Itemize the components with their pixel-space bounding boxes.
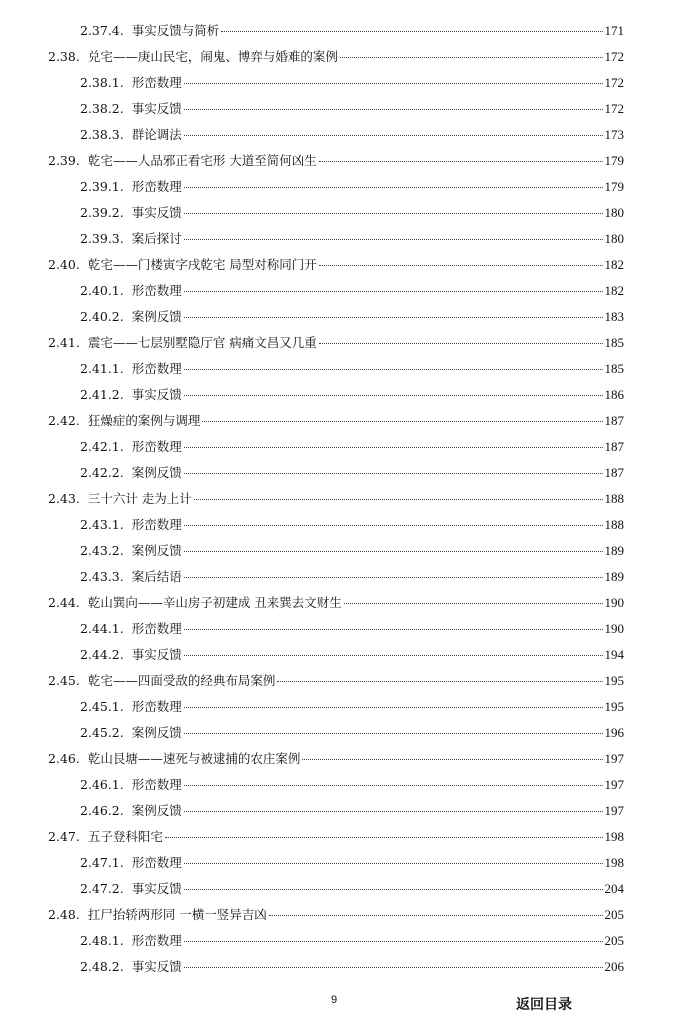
toc-entry-number: 2.39.	[48, 153, 80, 168]
toc-section-entry[interactable]	[0, 668, 679, 694]
toc-dot-leader	[184, 577, 603, 578]
toc-dot-leader	[184, 317, 603, 318]
toc-dot-leader	[319, 265, 603, 266]
toc-entry-number: 2.40.1.	[80, 283, 124, 298]
toc-subsection-entry[interactable]	[0, 382, 679, 408]
toc-entry-page: 179	[604, 153, 624, 168]
toc-dot-leader	[184, 213, 603, 214]
toc-subsection-entry[interactable]	[0, 174, 679, 200]
toc-entry-title: 案例反馈	[131, 543, 182, 558]
toc-section-entry[interactable]	[0, 486, 679, 512]
toc-dot-leader	[184, 811, 603, 812]
toc-subsection-entry[interactable]	[0, 720, 679, 746]
toc-dot-leader	[184, 785, 603, 786]
toc-entry-title: 形峦数理	[131, 75, 182, 90]
toc-entry-number: 2.42.2.	[80, 465, 124, 480]
toc-subsection-entry[interactable]	[0, 538, 679, 564]
toc-entry-page: 185	[604, 361, 624, 376]
toc-dot-leader	[184, 447, 603, 448]
toc-dot-leader	[184, 473, 603, 474]
toc-entry-number: 2.48.2.	[80, 959, 124, 974]
toc-entry-page: 189	[604, 569, 624, 584]
toc-entry-title: 形峦数理	[131, 517, 182, 532]
toc-entry-page: 204	[604, 881, 624, 896]
toc-subsection-entry[interactable]	[0, 96, 679, 122]
toc-entry-page: 206	[604, 959, 624, 974]
toc-dot-leader	[184, 187, 603, 188]
toc-dot-leader	[184, 291, 603, 292]
toc-entry-number: 2.47.2.	[80, 881, 124, 896]
toc-dot-leader	[277, 681, 602, 682]
toc-dot-leader	[184, 733, 603, 734]
toc-entry-number: 2.45.2.	[80, 725, 124, 740]
toc-dot-leader	[184, 525, 603, 526]
toc-dot-leader	[319, 161, 603, 162]
toc-entry-title: 事实反馈	[131, 101, 182, 116]
toc-subsection-entry[interactable]	[0, 18, 679, 44]
back-to-contents-link[interactable]: 返回目录	[516, 997, 572, 1013]
toc-dot-leader	[221, 31, 602, 32]
toc-entry-number: 2.39.1.	[80, 179, 124, 194]
toc-entry-title: 事实反馈	[131, 387, 182, 402]
toc-section-entry[interactable]	[0, 252, 679, 278]
toc-dot-leader	[340, 57, 603, 58]
toc-entry-number: 2.40.2.	[80, 309, 124, 324]
toc-entry-title: 乾宅——门楼寅字戌乾宅 局型对称同门开	[87, 257, 317, 272]
toc-dot-leader	[194, 499, 603, 500]
toc-subsection-entry[interactable]	[0, 434, 679, 460]
toc-entry-page: 173	[604, 127, 624, 142]
toc-dot-leader	[202, 421, 602, 422]
toc-entry-page: 198	[604, 829, 624, 844]
toc-dot-leader	[165, 837, 603, 838]
toc-entry-page: 183	[604, 309, 624, 324]
toc-entry-number: 2.37.4.	[80, 23, 124, 38]
toc-entry-page: 197	[604, 751, 624, 766]
toc-entry-title: 三十六计 走为上计	[87, 491, 192, 506]
toc-entry-page: 205	[604, 907, 624, 922]
toc-dot-leader	[344, 603, 603, 604]
toc-entry-title: 形峦数理	[131, 179, 182, 194]
toc-dot-leader	[184, 629, 603, 630]
toc-entry-title: 事实反馈与简析	[131, 23, 220, 38]
toc-subsection-entry[interactable]	[0, 694, 679, 720]
toc-dot-leader	[184, 83, 603, 84]
toc-entry-page: 188	[604, 517, 624, 532]
toc-dot-leader	[319, 343, 603, 344]
toc-dot-leader	[184, 655, 603, 656]
toc-entry-page: 172	[604, 49, 624, 64]
toc-entry-title: 乾山巽向——辛山房子初建成 丑来巽去文财生	[87, 595, 342, 610]
toc-section-entry[interactable]	[0, 148, 679, 174]
toc-entry-title: 乾山艮塘——速死与被逮捕的农庄案例	[87, 751, 301, 766]
toc-subsection-entry[interactable]	[0, 642, 679, 668]
toc-entry-title: 事实反馈	[131, 959, 182, 974]
toc-subsection-entry[interactable]	[0, 70, 679, 96]
toc-dot-leader	[184, 707, 603, 708]
toc-subsection-entry[interactable]	[0, 122, 679, 148]
toc-entry-page: 188	[604, 491, 624, 506]
toc-entry-page: 196	[604, 725, 624, 740]
toc-entry-title: 形峦数理	[131, 777, 182, 792]
table-of-contents	[0, 18, 679, 980]
toc-entry-number: 2.41.2.	[80, 387, 124, 402]
toc-subsection-entry[interactable]	[0, 356, 679, 382]
toc-entry-title: 乾宅——四面受敌的经典布局案例	[87, 673, 276, 688]
toc-entry-number: 2.42.1.	[80, 439, 124, 454]
toc-entry-page: 197	[604, 803, 624, 818]
toc-dot-leader	[269, 915, 603, 916]
toc-entry-title: 案例反馈	[131, 725, 182, 740]
toc-entry-title: 事实反馈	[131, 205, 182, 220]
toc-subsection-entry[interactable]	[0, 876, 679, 902]
toc-entry-page: 172	[604, 75, 624, 90]
toc-entry-title: 扛尸抬轿两形同 一横一竖异吉凶	[87, 907, 267, 922]
toc-entry-number: 2.39.3.	[80, 231, 124, 246]
toc-section-entry[interactable]	[0, 44, 679, 70]
toc-dot-leader	[184, 369, 603, 370]
toc-entry-title: 事实反馈	[131, 647, 182, 662]
toc-entry-number: 2.38.1.	[80, 75, 124, 90]
toc-entry-title: 乾宅——人品邪正看宅形 大道至简何凶生	[87, 153, 317, 168]
toc-entry-page: 172	[604, 101, 624, 116]
toc-entry-number: 2.48.1.	[80, 933, 124, 948]
toc-section-entry[interactable]	[0, 746, 679, 772]
toc-entry-page: 186	[604, 387, 624, 402]
toc-entry-number: 2.45.1.	[80, 699, 124, 714]
toc-entry-number: 2.48.	[48, 907, 80, 922]
toc-dot-leader	[302, 759, 602, 760]
toc-entry-page: 179	[604, 179, 624, 194]
toc-entry-title: 狂燥症的案例与调理	[87, 413, 201, 428]
toc-entry-page: 187	[604, 465, 624, 480]
toc-entry-page: 195	[604, 673, 624, 688]
toc-entry-number: 2.46.2.	[80, 803, 124, 818]
toc-entry-number: 2.46.	[48, 751, 80, 766]
toc-entry-page: 189	[604, 543, 624, 558]
toc-entry-number: 2.44.2.	[80, 647, 124, 662]
toc-section-entry[interactable]	[0, 824, 679, 850]
toc-subsection-entry[interactable]	[0, 772, 679, 798]
toc-entry-number: 2.47.1.	[80, 855, 124, 870]
toc-entry-number: 2.38.3.	[80, 127, 124, 142]
toc-entry-title: 案后结语	[131, 569, 182, 584]
toc-entry-number: 2.40.	[48, 257, 80, 272]
toc-entry-number: 2.43.3.	[80, 569, 124, 584]
toc-entry-title: 兑宅——庚山民宅，闹鬼、博弈与婚难的案例	[87, 49, 338, 64]
toc-subsection-entry[interactable]	[0, 460, 679, 486]
toc-entry-number: 2.39.2.	[80, 205, 124, 220]
toc-entry-number: 2.43.2.	[80, 543, 124, 558]
page-number: 9	[331, 994, 338, 1006]
toc-entry-page: 197	[604, 777, 624, 792]
toc-entry-page: 171	[604, 23, 624, 38]
toc-section-entry[interactable]	[0, 590, 679, 616]
toc-entry-title: 群论调法	[131, 127, 182, 142]
toc-dot-leader	[184, 395, 603, 396]
toc-subsection-entry[interactable]	[0, 200, 679, 226]
toc-entry-page: 185	[604, 335, 624, 350]
toc-entry-page: 180	[604, 231, 624, 246]
toc-section-entry[interactable]	[0, 408, 679, 434]
toc-entry-page: 182	[604, 257, 624, 272]
toc-subsection-entry[interactable]	[0, 928, 679, 954]
toc-entry-title: 案例反馈	[131, 465, 182, 480]
toc-entry-page: 190	[604, 595, 624, 610]
toc-entry-page: 187	[604, 439, 624, 454]
toc-entry-title: 形峦数理	[131, 621, 182, 636]
toc-entry-page: 194	[604, 647, 624, 662]
toc-entry-number: 2.42.	[48, 413, 80, 428]
toc-dot-leader	[184, 239, 603, 240]
toc-entry-page: 182	[604, 283, 624, 298]
toc-subsection-entry[interactable]	[0, 564, 679, 590]
toc-dot-leader	[184, 109, 603, 110]
toc-entry-page: 205	[604, 933, 624, 948]
toc-entry-number: 2.43.	[48, 491, 80, 506]
toc-entry-number: 2.38.	[48, 49, 80, 64]
toc-dot-leader	[184, 551, 603, 552]
toc-entry-number: 2.43.1.	[80, 517, 124, 532]
toc-section-entry[interactable]	[0, 902, 679, 928]
toc-dot-leader	[184, 941, 603, 942]
toc-entry-page: 190	[604, 621, 624, 636]
toc-subsection-entry[interactable]	[0, 226, 679, 252]
toc-entry-title: 案后探讨	[131, 231, 182, 246]
toc-entry-title: 案例反馈	[131, 803, 182, 818]
toc-entry-title: 形峦数理	[131, 699, 182, 714]
toc-entry-title: 形峦数理	[131, 283, 182, 298]
toc-entry-title: 震宅——七层别墅隐厅官 病痛文昌又几重	[87, 335, 317, 350]
toc-dot-leader	[184, 863, 603, 864]
toc-dot-leader	[184, 135, 603, 136]
toc-entry-number: 2.38.2.	[80, 101, 124, 116]
toc-subsection-entry[interactable]	[0, 304, 679, 330]
toc-entry-title: 案例反馈	[131, 309, 182, 324]
toc-entry-number: 2.41.1.	[80, 361, 124, 376]
toc-subsection-entry[interactable]	[0, 616, 679, 642]
toc-subsection-entry[interactable]	[0, 850, 679, 876]
toc-entry-title: 五子登科阳宅	[87, 829, 163, 844]
toc-entry-page: 180	[604, 205, 624, 220]
toc-entry-title: 事实反馈	[131, 881, 182, 896]
toc-entry-page: 195	[604, 699, 624, 714]
toc-subsection-entry[interactable]	[0, 278, 679, 304]
toc-entry-title: 形峦数理	[131, 933, 182, 948]
toc-dot-leader	[184, 889, 603, 890]
toc-entry-page: 187	[604, 413, 624, 428]
toc-entry-number: 2.41.	[48, 335, 80, 350]
toc-entry-title: 形峦数理	[131, 855, 182, 870]
toc-entry-title: 形峦数理	[131, 361, 182, 376]
toc-subsection-entry[interactable]	[0, 954, 679, 980]
toc-entry-number: 2.46.1.	[80, 777, 124, 792]
toc-entry-number: 2.45.	[48, 673, 80, 688]
toc-entry-page: 198	[604, 855, 624, 870]
toc-entry-number: 2.44.1.	[80, 621, 124, 636]
toc-subsection-entry[interactable]	[0, 798, 679, 824]
toc-entry-title: 形峦数理	[131, 439, 182, 454]
toc-section-entry[interactable]	[0, 330, 679, 356]
toc-entry-number: 2.44.	[48, 595, 80, 610]
toc-subsection-entry[interactable]	[0, 512, 679, 538]
toc-dot-leader	[184, 967, 603, 968]
toc-entry-number: 2.47.	[48, 829, 80, 844]
